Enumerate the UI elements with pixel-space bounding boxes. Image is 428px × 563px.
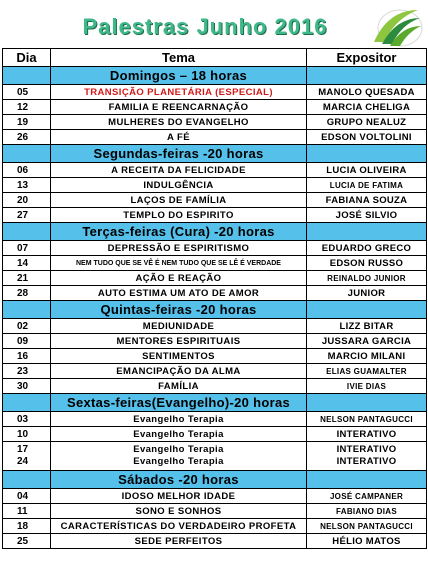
stacked-dia-text: 24	[17, 456, 29, 467]
section-header-row	[3, 145, 427, 163]
table-header-row	[3, 49, 427, 67]
expositor-cell: NELSON PANTAGUCCI	[307, 519, 427, 534]
section-label: Quintas-feiras -20 horas	[51, 301, 307, 319]
expositor-cell: JOSÉ SILVIO	[307, 208, 427, 223]
section-label: Segundas-feiras -20 horas	[51, 145, 307, 163]
dia-cell: 26	[3, 130, 51, 145]
table-row	[3, 130, 427, 145]
table-row	[3, 100, 427, 115]
tema-cell: IDOSO MELHOR IDADE	[51, 489, 307, 504]
table-row	[3, 427, 427, 442]
table-row	[3, 349, 427, 364]
dia-cell: 05	[3, 85, 51, 100]
dia-cell: 20	[3, 193, 51, 208]
dia-cell: 06	[3, 163, 51, 178]
expositor-cell: LUCIA OLIVEIRA	[307, 163, 427, 178]
section-blank-cell	[307, 471, 427, 489]
tema-cell: MEDIUNIDADE	[51, 319, 307, 334]
dia-cell: 04	[3, 489, 51, 504]
tema-cell: FAMÍLIA	[51, 379, 307, 394]
tema-cell: SEDE PERFEITOS	[51, 534, 307, 549]
section-blank-cell	[3, 223, 51, 241]
expositor-cell: JOSÉ CAMPANER	[307, 489, 427, 504]
table-row	[3, 379, 427, 394]
tema-cell: Evangelho Terapia	[51, 427, 307, 442]
tema-cell: FAMILIA E REENCARNAÇÃO	[51, 100, 307, 115]
section-header-row	[3, 394, 427, 412]
section-blank-cell	[3, 145, 51, 163]
expositor-cell: GRUPO NEALUZ	[307, 115, 427, 130]
section-label: Sábados -20 horas	[51, 471, 307, 489]
table-row	[3, 412, 427, 427]
tema-cell: Evangelho Terapia	[51, 412, 307, 427]
stacked-tema-text: Evangelho Terapia	[133, 444, 224, 455]
tema-cell: EMANCIPAÇÃO DA ALMA	[51, 364, 307, 379]
expositor-cell: FABIANO DIAS	[307, 504, 427, 519]
expositor-cell: EDUARDO GRECO	[307, 241, 427, 256]
tema-cell: LAÇOS DE FAMÍLIA	[51, 193, 307, 208]
table-row	[3, 193, 427, 208]
tema-cell: NEM TUDO QUE SE VÊ É NEM TUDO QUE SE LÊ É VERDADE	[51, 256, 307, 271]
page-title: Palestras Junho 2016	[82, 14, 328, 39]
table-row	[3, 208, 427, 223]
expositor-cell: ELIAS GUAMALTER	[307, 364, 427, 379]
section-label: Sextas-feiras(Evangelho)-20 horas	[51, 394, 307, 412]
expositor-cell: MANOLO QUESADA	[307, 85, 427, 100]
section-header-row	[3, 471, 427, 489]
section-header-row	[3, 67, 427, 85]
header-dia: Dia	[3, 49, 51, 67]
tema-cell: CARACTERÍSTICAS DO VERDADEIRO PROFETA	[51, 519, 307, 534]
table-row	[3, 534, 427, 549]
section-blank-cell	[3, 471, 51, 489]
dia-cell: 13	[3, 178, 51, 193]
table-row	[3, 334, 427, 349]
section-blank-cell	[307, 223, 427, 241]
expositor-cell: JUSSARA GARCIA	[307, 334, 427, 349]
table-row	[3, 163, 427, 178]
expositor-cell: FABIANA SOUZA	[307, 193, 427, 208]
section-blank-cell	[3, 67, 51, 85]
expositor-cell: LUCIA DE FATIMA	[307, 178, 427, 193]
dia-cell: 12	[3, 100, 51, 115]
tema-cell: SENTIMENTOS	[51, 349, 307, 364]
stacked-dia-text: 17	[17, 444, 29, 455]
stacked-expositor-text: INTERATIVO	[336, 444, 397, 455]
section-blank-cell	[307, 145, 427, 163]
tema-cell: A FÉ	[51, 130, 307, 145]
table-row	[3, 519, 427, 534]
dia-cell: 03	[3, 412, 51, 427]
section-header-row	[3, 301, 427, 319]
tema-cell	[51, 442, 307, 471]
tema-cell: A RECEITA DA FELICIDADE	[51, 163, 307, 178]
section-label: Domingos – 18 horas	[51, 67, 307, 85]
table-row	[3, 489, 427, 504]
table-row	[3, 85, 427, 100]
header-expositor: Expositor	[307, 49, 427, 67]
dia-cell: 09	[3, 334, 51, 349]
tema-cell: DEPRESSÃO E ESPIRITISMO	[51, 241, 307, 256]
section-blank-cell	[3, 394, 51, 412]
tema-cell: SONO E SONHOS	[51, 504, 307, 519]
green-swoosh-logo-icon	[366, 2, 424, 50]
expositor-cell	[307, 442, 427, 471]
table-row	[3, 319, 427, 334]
tema-cell: AUTO ESTIMA UM ATO DE AMOR	[51, 286, 307, 301]
dia-cell: 10	[3, 427, 51, 442]
tema-cell: TRANSIÇÃO PLANETÁRIA (ESPECIAL)	[51, 85, 307, 100]
table-row	[3, 442, 427, 471]
expositor-cell: NELSON PANTAGUCCI	[307, 412, 427, 427]
stacked-expositor-text: INTERATIVO	[336, 456, 397, 467]
expositor-cell: EDSON RUSSO	[307, 256, 427, 271]
expositor-cell: MARCIO MILANI	[307, 349, 427, 364]
dia-cell: 19	[3, 115, 51, 130]
table-row	[3, 271, 427, 286]
table-row	[3, 256, 427, 271]
dia-cell: 11	[3, 504, 51, 519]
expositor-cell: REINALDO JUNIOR	[307, 271, 427, 286]
expositor-cell: JUNIOR	[307, 286, 427, 301]
tema-cell: TEMPLO DO ESPIRITO	[51, 208, 307, 223]
expositor-cell: IVIE DIAS	[307, 379, 427, 394]
dia-cell: 30	[3, 379, 51, 394]
dia-cell: 16	[3, 349, 51, 364]
section-blank-cell	[307, 301, 427, 319]
section-blank-cell	[307, 67, 427, 85]
expositor-cell: HÉLIO MATOS	[307, 534, 427, 549]
table-row	[3, 286, 427, 301]
section-label: Terças-feiras (Cura) -20 horas	[51, 223, 307, 241]
table-row	[3, 241, 427, 256]
dia-cell: 07	[3, 241, 51, 256]
section-blank-cell	[3, 301, 51, 319]
dia-cell: 27	[3, 208, 51, 223]
expositor-cell: EDSON VOLTOLINI	[307, 130, 427, 145]
dia-cell: 25	[3, 534, 51, 549]
dia-cell: 28	[3, 286, 51, 301]
header-tema: Tema	[51, 49, 307, 67]
dia-cell: 18	[3, 519, 51, 534]
dia-cell	[3, 442, 51, 471]
tema-cell: AÇÃO E REAÇÃO	[51, 271, 307, 286]
dia-cell: 14	[3, 256, 51, 271]
dia-cell: 21	[3, 271, 51, 286]
dia-cell: 23	[3, 364, 51, 379]
tema-cell: MULHERES DO EVANGELHO	[51, 115, 307, 130]
schedule-table	[2, 48, 427, 549]
expositor-cell: LIZZ BITAR	[307, 319, 427, 334]
table-row	[3, 178, 427, 193]
stacked-tema-text: Evangelho Terapia	[133, 456, 224, 467]
section-blank-cell	[307, 394, 427, 412]
table-row	[3, 115, 427, 130]
expositor-cell: MARCIA CHELIGA	[307, 100, 427, 115]
table-row	[3, 364, 427, 379]
tema-cell: MENTORES ESPIRITUAIS	[51, 334, 307, 349]
dia-cell: 02	[3, 319, 51, 334]
table-row	[3, 504, 427, 519]
expositor-cell: INTERATIVO	[307, 427, 427, 442]
section-header-row	[3, 223, 427, 241]
tema-cell: INDULGÊNCIA	[51, 178, 307, 193]
